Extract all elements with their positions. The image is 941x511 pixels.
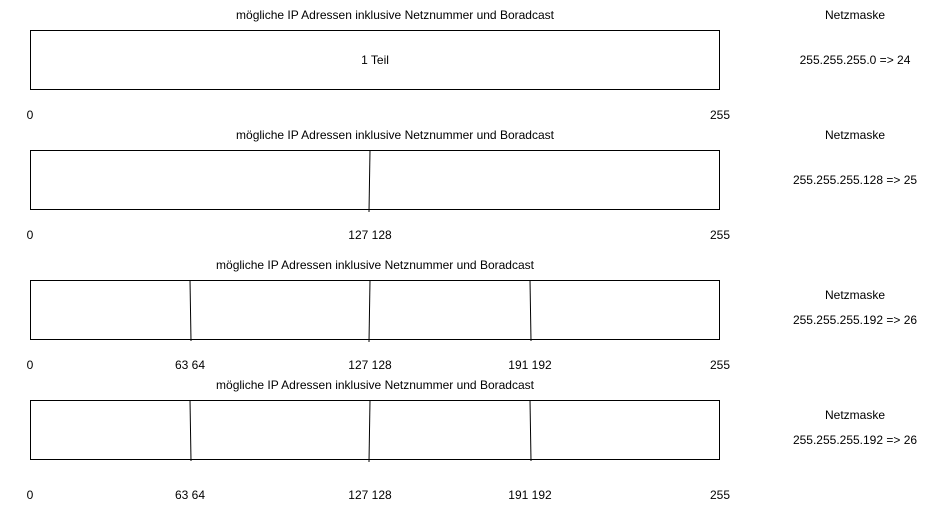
- row3-tick-end: 255: [709, 358, 731, 372]
- row3-title: mögliche IP Adressen inklusive Netznummer und Boradcast: [216, 258, 534, 272]
- row4-tick-start: 0: [26, 488, 34, 502]
- row4-divider-192: [530, 400, 531, 461]
- row3-tick-128: 127 128: [348, 358, 392, 372]
- row2-tick-middle: 127 128: [348, 228, 392, 242]
- row3-tick-64: 63 64: [174, 358, 206, 372]
- row1-tick-start: 0: [26, 108, 34, 122]
- row1-title: mögliche IP Adressen inklusive Netznummer und Boradcast: [236, 8, 554, 22]
- row2-tick-end: 255: [709, 228, 731, 242]
- row3-tick-192: 191 192: [508, 358, 552, 372]
- row1-mask-heading: Netzmaske: [824, 8, 886, 22]
- row3-mask-value: 255.255.255.192 => 26: [792, 313, 918, 327]
- row3-mask-heading: Netzmaske: [824, 288, 886, 302]
- row1-box-label: 1 Teil: [361, 53, 389, 67]
- row4-divider-128: [369, 400, 370, 462]
- row4-tick-192: 191 192: [508, 488, 552, 502]
- row4-tick-end: 255: [709, 488, 731, 502]
- row4-tick-64: 63 64: [174, 488, 206, 502]
- row1-mask-value: 255.255.255.0 => 24: [799, 53, 911, 67]
- row4-mask-heading: Netzmaske: [824, 408, 886, 422]
- row2-mask-value: 255.255.255.128 => 25: [792, 173, 918, 187]
- row1-tick-end: 255: [709, 108, 731, 122]
- row4-tick-128: 127 128: [348, 488, 392, 502]
- row2-title: mögliche IP Adressen inklusive Netznummer und Boradcast: [236, 128, 554, 142]
- row4-divider-64: [190, 400, 191, 461]
- row2-mask-heading: Netzmaske: [824, 128, 886, 142]
- row2-tick-start: 0: [26, 228, 34, 242]
- row3-tick-start: 0: [26, 358, 34, 372]
- row4-title: mögliche IP Adressen inklusive Netznummer und Boradcast: [216, 378, 534, 392]
- row4-mask-value: 255.255.255.192 => 26: [792, 433, 918, 447]
